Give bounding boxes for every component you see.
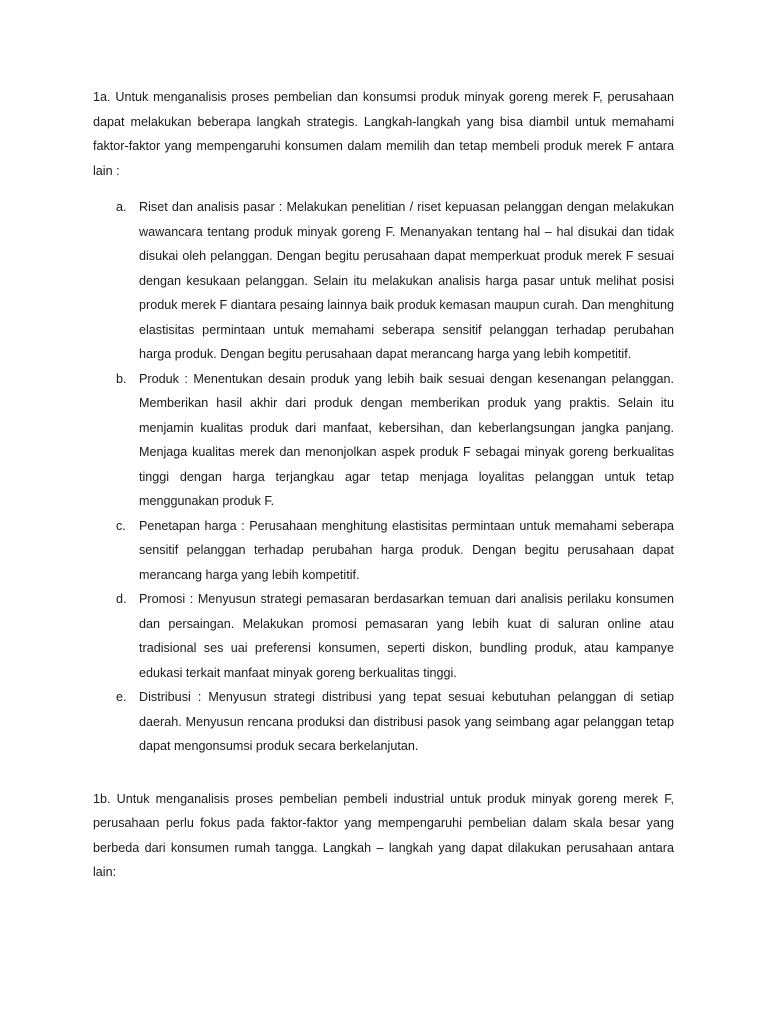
paragraph-1b: 1b. Untuk menganalisis proses pembelian pembeli industrial untuk produk minyak goreng merek F, perusahaan perlu fokus pada faktor-faktor yang mempengaruhi pembelian dalam skala besar yang berbeda dari konsumen rumah tangga. Langkah – langkah yang dapat dilakukan perusahaan antara lain:: [93, 791, 674, 879]
list-item: [93, 685, 674, 759]
document-page: [93, 85, 674, 885]
list-item: [93, 514, 674, 588]
list-marker: e.: [116, 690, 127, 704]
list-item-text: Distribusi : Menyusun strategi distribusi yang tepat sesuai kebutuhan pelanggan di setiap daerah. Menyusun rencana produksi dan distribusi pasok yang seimbang agar pelanggan tetap dapat mengonsumsi produk secara berkelanjutan.: [139, 690, 674, 753]
list-item: [93, 195, 674, 367]
list-marker: a.: [116, 200, 127, 214]
list-marker: b.: [116, 371, 127, 386]
list-item-text: Penetapan harga : Perusahaan menghitung elastisitas permintaan untuk memahami seberapa sensitif pelanggan terhadap perubahan harga produk. Dengan begitu perusahaan dapat merancang harga yang lebih kompetitif.: [139, 518, 674, 582]
list-marker: c.: [116, 518, 126, 533]
list-item: [93, 587, 674, 685]
list-item-text: Promosi : Menyusun strategi pemasaran berdasarkan temuan dari analisis perilaku konsumen dan persaingan. Melakukan promosi pemasaran yang lebih kuat di saluran online atau tradisional ses uai preferensi konsumen, seperti diskon, bundling produk, atau kampanye edukasi terkait manfaat minyak goreng berkualitas tinggi.: [139, 592, 674, 680]
strategy-list: [93, 195, 674, 759]
list-marker: d.: [116, 592, 127, 606]
list-item-text: Riset dan analisis pasar : Melakukan penelitian / riset kepuasan pelanggan dengan melakukan wawancara tentang produk minyak goreng F. Menanyakan tentang hal – hal disukai dan tidak disukai oleh pelanggan. Dengan begitu perusahaan dapat memperkuat produk merek F sesuai dengan kesukaan pelanggan. Selain itu melakukan analisis harga pasar untuk melihat posisi produk merek F diantara pesaing lainnya baik produk kemasan maupun curah. Dan menghitung elastisitas permintaan untuk memahami seberapa sensitif pelanggan terhadap perubahan harga produk. Dengan begitu perusahaan dapat merancang harga yang lebih kompetitif.: [139, 200, 674, 361]
list-item: [93, 367, 674, 514]
list-item-text: Produk : Menentukan desain produk yang lebih baik sesuai dengan kesenangan pelanggan. Memberikan hasil akhir dari produk dengan memberikan produk yang praktis. Selain itu menjamin kualitas produk dari manfaat, kebersihan, dan keberlangsungan jangka panjang. Menjaga kualitas merek dan menonjolkan aspek produk F sebagai minyak goreng berkualitas tinggi dengan harga terjangkau agar tetap menjaga loyalitas pelanggan untuk tetap menggunakan produk F.: [139, 371, 674, 508]
paragraph-1a: 1a. Untuk menganalisis proses pembelian dan konsumsi produk minyak goreng merek F, perusahaan dapat melakukan beberapa langkah strategis. Langkah-langkah yang bisa diambil untuk memahami faktor-faktor yang mempengaruhi konsumen dalam memilih dan tetap membeli produk merek F antara lain :: [93, 90, 674, 178]
